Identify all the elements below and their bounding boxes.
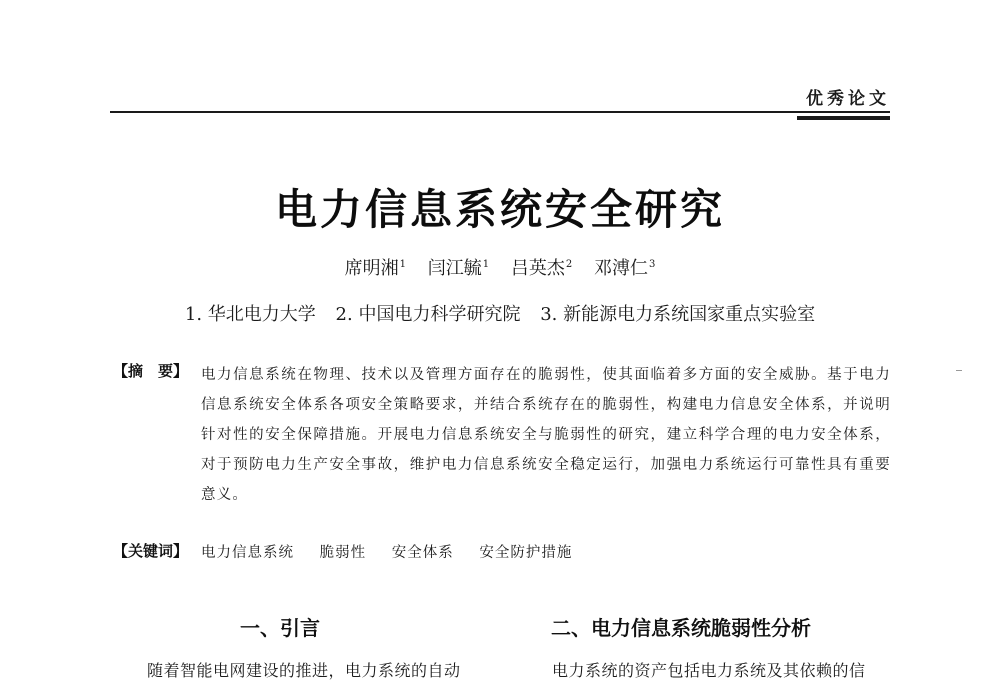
- author-name: 邓溥仁: [593, 258, 648, 279]
- author-affiliation-mark: 1: [399, 259, 407, 270]
- section-heading-vulnerability-analysis: 二、电力信息系统脆弱性分析: [551, 616, 811, 640]
- author-affiliation-mark: 1: [482, 259, 490, 270]
- author-name: 闫江毓: [427, 258, 482, 279]
- header-rule: [110, 111, 890, 113]
- keyword: 安全防护措施: [479, 545, 573, 561]
- abstract-text: 电力信息系统在物理、技术以及管理方面存在的脆弱性，使其面临着多方面的安全威胁。基于电力信息系统安全体系各项安全策略要求，并结合系统存在的脆弱性，构建电力信息安全体系，并说明针对性的安全保障措施。开展电力信息系统安全与脆弱性的研究，建立科学合理的电力安全体系，对于预防电力生产安全事故，维护电力信息系统安全稳定运行，加强电力系统运行可靠性具有重要意义。: [201, 367, 891, 503]
- author-name: 吕英杰: [510, 258, 565, 279]
- paper-title: 电力信息系统安全研究: [274, 185, 725, 234]
- keyword: 安全体系: [391, 545, 454, 561]
- author: [594, 254, 655, 280]
- affiliation: 1. 华北电力大学: [184, 304, 316, 325]
- body-text-line: 电力系统的资产包括电力系统及其依赖的信: [552, 661, 866, 680]
- author: [428, 254, 489, 280]
- keyword-list: [201, 541, 592, 562]
- author-affiliation-mark: 2: [565, 259, 573, 270]
- keywords-label: 【关键词】: [113, 542, 189, 560]
- author: [511, 254, 572, 280]
- affiliation: 3. 新能源电力系统国家重点实验室: [540, 304, 816, 325]
- author-list: [0, 254, 1000, 280]
- author: [345, 254, 406, 280]
- scan-artifact: [956, 370, 962, 371]
- affiliation-list: [0, 300, 1000, 326]
- keyword: 电力信息系统: [201, 545, 294, 561]
- section-heading-introduction: 一、引言: [240, 616, 320, 640]
- abstract-label: 【摘 要】: [113, 362, 189, 380]
- affiliation: 2. 中国电力科学研究院: [335, 304, 521, 325]
- keyword: 脆弱性: [319, 545, 367, 561]
- header-rule-accent: [797, 116, 890, 120]
- author-name: 席明湘: [344, 258, 399, 279]
- body-text-line: 随着智能电网建设的推进，电力系统的自动: [147, 661, 461, 680]
- author-affiliation-mark: 3: [648, 259, 656, 270]
- column-tag: 优秀论文: [806, 89, 890, 109]
